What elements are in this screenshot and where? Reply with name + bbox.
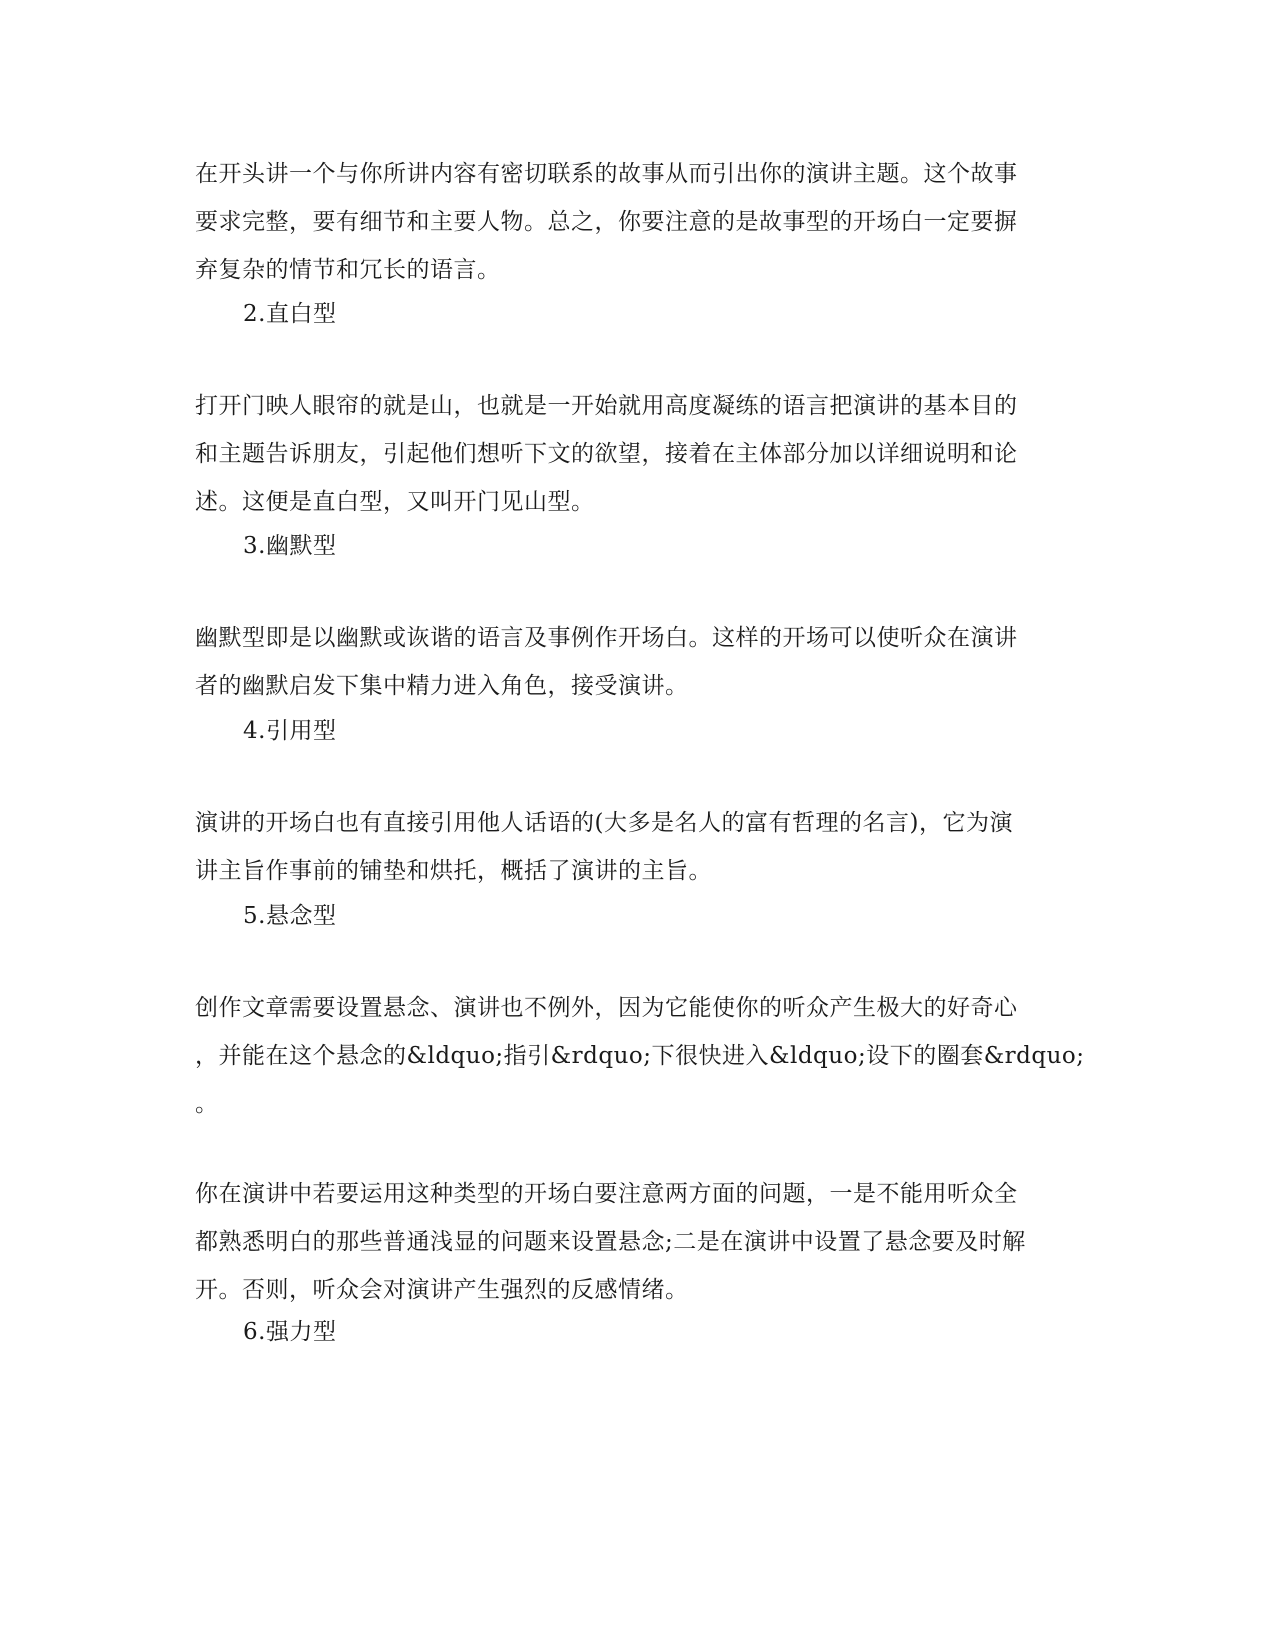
- text-line: 打开门映人眼帘的就是山，也就是一开始就用高度凝练的语言把演讲的基本目的: [195, 393, 1018, 419]
- text-line: 开。否则，听众会对演讲产生强烈的反感情绪。: [195, 1277, 689, 1303]
- text-line: 创作文章需要设置悬念、演讲也不例外，因为它能使你的听众产生极大的好奇心: [195, 995, 1018, 1021]
- text-line: 在开头讲一个与你所讲内容有密切联系的故事从而引出你的演讲主题。这个故事: [195, 161, 1018, 187]
- section-heading-direct: 2.直白型: [243, 301, 337, 327]
- text-line: 述。这便是直白型，又叫开门见山型。: [195, 489, 595, 515]
- text-line: 和主题告诉朋友，引起他们想听下文的欲望，接着在主体部分加以详细说明和论: [195, 441, 1018, 467]
- text-line: 者的幽默启发下集中精力进入角色，接受演讲。: [195, 673, 689, 699]
- paragraph-suspense-type: [195, 984, 1085, 1128]
- section-heading-quote: 4.引用型: [243, 718, 337, 744]
- text-line: 演讲的开场白也有直接引用他人话语的(大多是名人的富有哲理的名言)，它为演: [195, 810, 1013, 836]
- section-heading-humor: 3.幽默型: [243, 533, 337, 559]
- paragraph-humor-type: [195, 614, 1075, 710]
- text-line: 讲主旨作事前的铺垫和烘托，概括了演讲的主旨。: [195, 858, 712, 884]
- paragraph-quote-type: [195, 799, 1075, 895]
- section-heading-forceful: 6.强力型: [243, 1319, 337, 1345]
- text-line: ，并能在这个悬念的&ldquo;指引&rdquo;下很快进入&ldquo;设下的圈套&rdquo;: [195, 1043, 1085, 1069]
- text-line: 幽默型即是以幽默或诙谐的语言及事例作开场白。这样的开场可以使听众在演讲: [195, 625, 1018, 651]
- paragraph-story-type: [195, 150, 1075, 294]
- text-line: 。: [195, 1091, 219, 1117]
- text-line: 都熟悉明白的那些普通浅显的问题来设置悬念;二是在演讲中设置了悬念要及时解: [195, 1229, 1026, 1255]
- text-line: 要求完整，要有细节和主要人物。总之，你要注意的是故事型的开场白一定要摒: [195, 209, 1018, 235]
- paragraph-direct-type: [195, 382, 1075, 526]
- text-line: 你在演讲中若要运用这种类型的开场白要注意两方面的问题，一是不能用听众全: [195, 1181, 1018, 1207]
- text-line: 弃复杂的情节和冗长的语言。: [195, 257, 501, 283]
- section-heading-suspense: 5.悬念型: [243, 903, 337, 929]
- paragraph-suspense-notes: [195, 1170, 1075, 1314]
